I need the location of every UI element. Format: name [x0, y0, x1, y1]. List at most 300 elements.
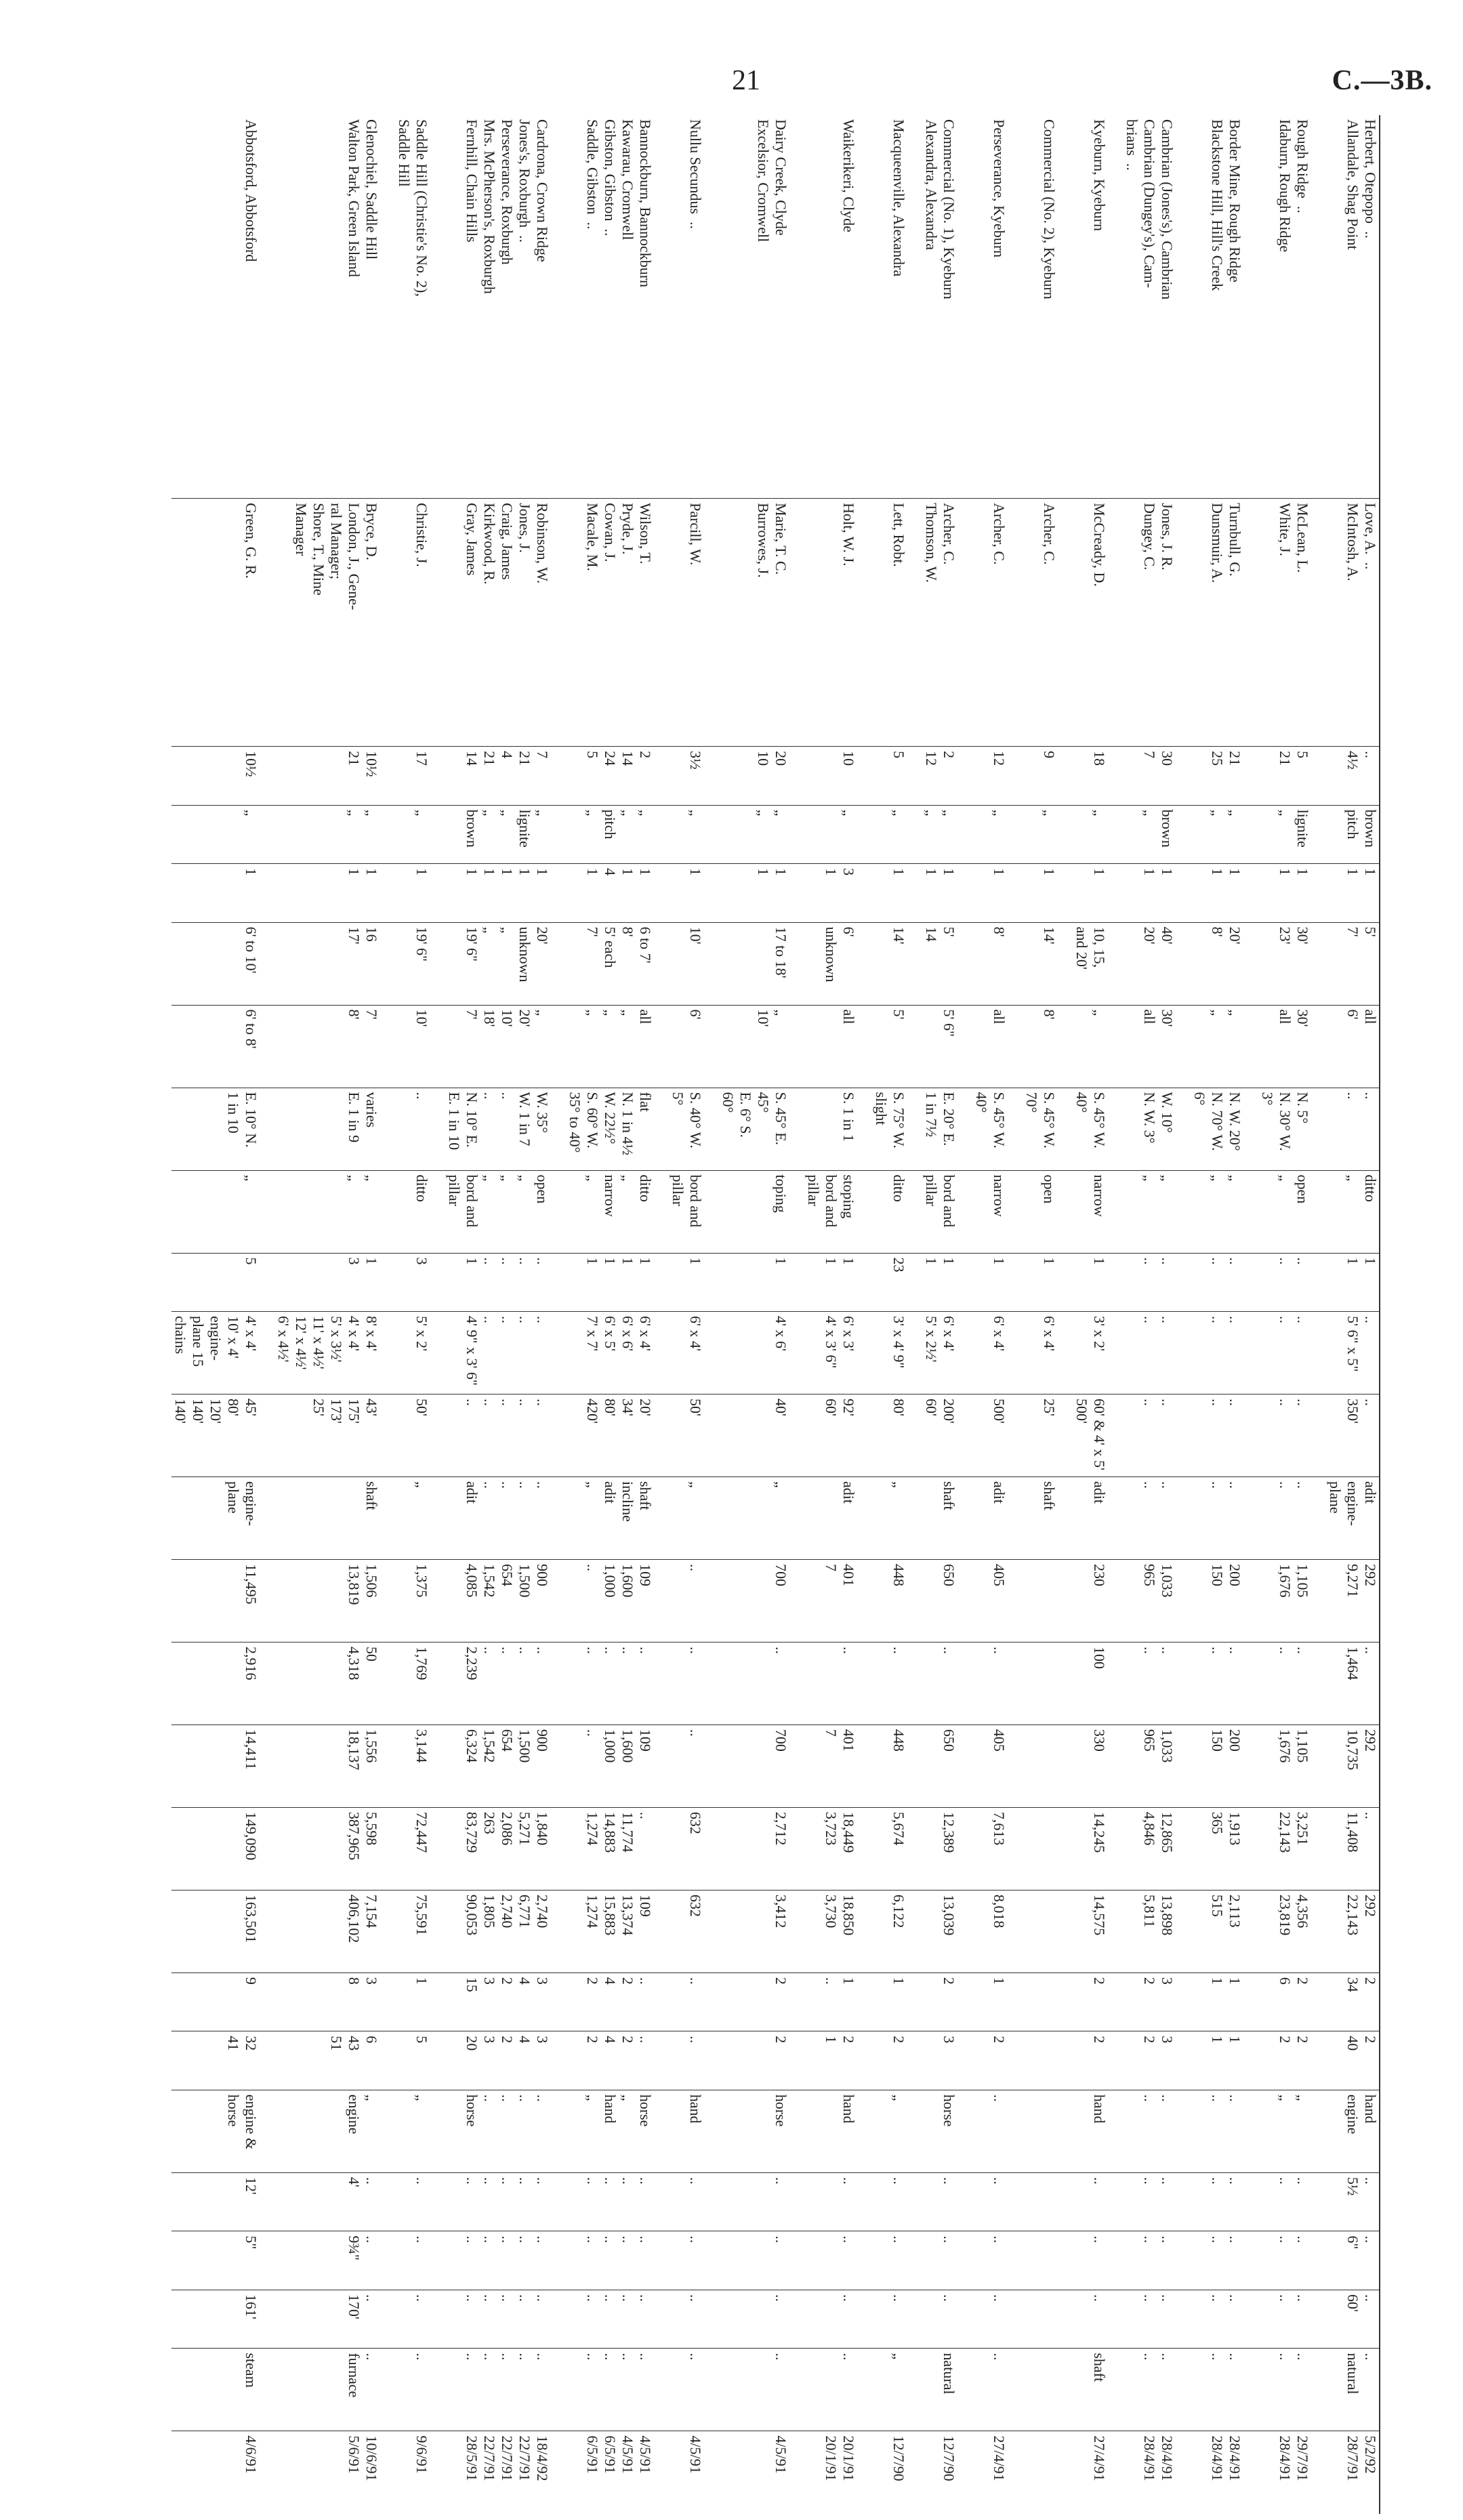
- cell-text: 200' 60': [923, 1398, 957, 1424]
- table-cell: [1023, 115, 1073, 499]
- cell-text: 40': [772, 1398, 789, 1416]
- cell-text: 12: [991, 751, 1008, 766]
- cell-text: „ „: [755, 809, 789, 817]
- table-cell: [669, 922, 719, 1005]
- cell-text: ..: [1091, 2176, 1108, 2185]
- cell-text: .. ..: [1209, 1646, 1243, 1654]
- table-cell: [922, 2290, 972, 2349]
- cell-text: „ „: [1277, 2094, 1311, 2101]
- table-cell: [274, 1724, 395, 1807]
- cell-text: ..: [890, 2294, 907, 2302]
- cell-text: brown „: [1141, 809, 1176, 848]
- cell-text: ..: [687, 2176, 704, 2185]
- cell-text: 2,712: [772, 1811, 789, 1846]
- cell-text: 10/6/91 5/6/91: [346, 2435, 380, 2481]
- cell-text: ..: [687, 1977, 704, 1985]
- table-row: [1073, 115, 1123, 2514]
- table-cell: [1258, 922, 1326, 1005]
- cell-text: 2: [772, 2036, 789, 2044]
- table-cell: [719, 1642, 804, 1724]
- cell-text: „: [687, 1481, 704, 1488]
- table-cell: [274, 805, 395, 864]
- table-cell: [1191, 805, 1258, 864]
- table-cell: [719, 1890, 804, 1972]
- cell-text: .. .. .. ..: [584, 2294, 654, 2302]
- table-cell: [972, 2349, 1023, 2431]
- cell-text: open „: [1277, 1174, 1311, 1204]
- cell-text: 2,740 6,771 2,740 1,805 90,053: [463, 1894, 551, 1936]
- table-cell: [1326, 499, 1380, 747]
- table-cell: [922, 1890, 972, 1972]
- table-cell: [1123, 1253, 1191, 1312]
- table-cell: [395, 1724, 445, 1807]
- cell-text: .. ..: [1141, 1257, 1176, 1265]
- table-cell: [1023, 1005, 1073, 1088]
- cell-text: 80': [890, 1398, 907, 1416]
- table-cell: [872, 1559, 922, 1642]
- cell-text: 14,411: [243, 1729, 260, 1770]
- table-cell: [1258, 1642, 1326, 1724]
- cell-text: .. ..: [1209, 1398, 1243, 1406]
- cell-text: .. ..: [1344, 1092, 1379, 1100]
- table-cell: [395, 1005, 445, 1088]
- table-cell: [1123, 1394, 1191, 1476]
- cell-text: 30' 23': [1277, 926, 1311, 945]
- cell-text: 1: [1041, 868, 1058, 876]
- table-cell: [1191, 747, 1258, 806]
- cell-text: 4' x 6': [772, 1316, 789, 1351]
- cell-text: narrow: [1091, 1174, 1108, 1217]
- table-cell: [1073, 1088, 1123, 1170]
- table-cell: [445, 2031, 566, 2090]
- cell-text: 1 1: [346, 868, 380, 876]
- table-cell: [804, 1972, 872, 2031]
- table-cell: [1258, 1394, 1326, 1476]
- table-cell: [1123, 115, 1191, 499]
- table-cell: [1326, 1312, 1380, 1395]
- table-cell: [445, 1253, 566, 1312]
- table-cell: [972, 115, 1023, 499]
- table-cell: [872, 1088, 922, 1170]
- cell-text: varies E. 1 in 9: [346, 1092, 380, 1143]
- cell-text: Marie, T. C. Burrowes, J.: [755, 503, 789, 578]
- cell-text: Nullu Secundus ..: [687, 119, 704, 229]
- table-cell: [872, 1170, 922, 1253]
- table-cell: [566, 1170, 669, 1253]
- cell-text: 3: [941, 2036, 957, 2044]
- table-cell: [1123, 2090, 1191, 2172]
- table-cell: [1258, 1972, 1326, 2031]
- table-cell: [972, 2231, 1023, 2290]
- cell-text: „: [243, 1174, 260, 1182]
- table-cell: [872, 2431, 922, 2514]
- cell-text: 2: [1091, 1977, 1108, 1985]
- table-cell: [1023, 1642, 1073, 1724]
- cell-text: 1,105 1,676: [1277, 1563, 1311, 1598]
- table-cell: [872, 1724, 922, 1807]
- cell-text: 3 4 2 3 20: [463, 2036, 551, 2051]
- table-cell: [1023, 1807, 1073, 1890]
- cell-text: .. 11,408: [1344, 1811, 1379, 1853]
- table-cell: [566, 2231, 669, 2290]
- table-cell: [1258, 2090, 1326, 2172]
- table-cell: [1191, 2172, 1258, 2231]
- cell-text: 2: [890, 2036, 907, 2044]
- table-cell: [1023, 1476, 1073, 1559]
- cell-text: ..: [1091, 2235, 1108, 2244]
- cell-text: .. ..: [1141, 1316, 1176, 1323]
- cell-text: 5' 7': [1344, 926, 1379, 937]
- cell-text: 2: [1091, 2036, 1108, 2044]
- table-cell: [922, 2431, 972, 2514]
- cell-text: natural: [941, 2353, 957, 2395]
- cell-text: ditto „ narrow „: [584, 1174, 654, 1217]
- table-row: [922, 115, 972, 2514]
- table-cell: [719, 2290, 804, 2349]
- cell-text: 1 ..: [823, 1977, 857, 1985]
- table-cell: [922, 1972, 972, 2031]
- table-cell: [972, 1559, 1023, 1642]
- cell-text: .. ..: [1141, 1646, 1176, 1654]
- table-cell: [1258, 2431, 1326, 2514]
- table-cell: [445, 864, 566, 923]
- table-cell: [972, 1724, 1023, 1807]
- cell-text: 700: [772, 1729, 789, 1752]
- cell-text: S. 45° W. 40°: [973, 1092, 1008, 1149]
- table-cell: [972, 499, 1023, 747]
- table-cell: [804, 864, 872, 923]
- cell-text: Love, A. .. McIntosh, A.: [1344, 503, 1379, 581]
- table-cell: [1326, 1890, 1380, 1972]
- table-cell: [171, 1972, 274, 2031]
- cell-text: ..: [687, 2235, 704, 2244]
- table-cell: [1073, 805, 1123, 864]
- cell-text: 3 1: [823, 868, 857, 876]
- table-cell: [445, 499, 566, 747]
- table-cell: [395, 499, 445, 747]
- cell-text: 40' 20': [1141, 926, 1176, 945]
- table-cell: [719, 499, 804, 747]
- cell-text: 8': [991, 926, 1008, 937]
- cell-text: Commercial (No. 2), Kyeburn: [1041, 119, 1058, 299]
- table-cell: [972, 1253, 1023, 1312]
- table-cell: [566, 1394, 669, 1476]
- cell-text: 3 2: [1141, 2036, 1176, 2044]
- cell-text: narrow: [991, 1174, 1008, 1217]
- table-cell: [1258, 864, 1326, 923]
- table-cell: [669, 2349, 719, 2431]
- table-cell: [1191, 1088, 1258, 1170]
- cell-text: 6' x 4': [1041, 1316, 1058, 1351]
- table-cell: [669, 115, 719, 499]
- table-cell: [171, 2231, 274, 2290]
- table-cell: [566, 1088, 669, 1170]
- table-cell: [1258, 1005, 1326, 1088]
- table-cell: [1191, 1253, 1258, 1312]
- table-cell: [669, 2231, 719, 2290]
- cell-text: 1 1: [755, 868, 789, 876]
- cell-text: 6,122: [890, 1894, 907, 1928]
- cell-text: .. ..: [1141, 2094, 1176, 2102]
- table-cell: [1326, 805, 1380, 864]
- cell-text: 401 7: [823, 1563, 857, 1586]
- cell-text: 18: [1091, 751, 1108, 766]
- table-cell: [395, 922, 445, 1005]
- table-cell: [1191, 1642, 1258, 1724]
- table-cell: [804, 1724, 872, 1807]
- table-row: [171, 115, 274, 2514]
- cell-text: Dairy Creek, Clyde Excelsior, Cromwell: [755, 119, 789, 243]
- table-cell: [669, 1724, 719, 1807]
- table-cell: [1258, 1807, 1326, 1890]
- cell-text: 900 1,500 654 1,542 6,324: [463, 1729, 551, 1763]
- cell-text: 5 21: [1277, 751, 1311, 766]
- cell-text: .. 6": [1344, 2235, 1379, 2250]
- cell-text: 1 1: [1209, 868, 1243, 876]
- cell-text: toping: [772, 1174, 789, 1213]
- table-cell: [1191, 2431, 1258, 2514]
- cell-text: ditto: [413, 1174, 430, 1202]
- cell-text: open: [1041, 1174, 1058, 1204]
- cell-text: 25': [1041, 1398, 1058, 1416]
- cell-text: 2: [941, 1977, 957, 1985]
- table-cell: [719, 2090, 804, 2172]
- table-cell: [804, 747, 872, 806]
- cell-text: Cardrona, Crown Ridge Jones's, Roxburgh .. Perseverance, Roxburgh Mrs. McPherson's, Roxburgh Fernhill, Chain Hills: [463, 119, 551, 294]
- cell-text: S. 45° W. 70°: [1023, 1092, 1058, 1149]
- cell-text: W. 35° W. 1 in 7 .. .. N. 10° E. E. 1 in 10: [446, 1092, 551, 1151]
- cell-text: 1: [413, 868, 430, 876]
- table-cell: [1191, 1170, 1258, 1253]
- table-cell: [445, 805, 566, 864]
- cell-text: 28/4/91 28/4/91: [1209, 2435, 1243, 2481]
- cell-text: 21 25: [1209, 751, 1243, 766]
- cell-text: 2 2: [1277, 2036, 1311, 2044]
- cell-text: 1 1 1 1: [584, 1257, 654, 1265]
- cell-text: 1 1: [1209, 2036, 1243, 2044]
- table-cell: [171, 1312, 274, 1395]
- table-cell: [1123, 747, 1191, 806]
- table-cell: [1123, 1807, 1191, 1890]
- table-cell: [872, 2349, 922, 2431]
- cell-text: 20 10: [755, 751, 789, 766]
- cell-text: .. ..: [1141, 2294, 1176, 2302]
- table-cell: [395, 1394, 445, 1476]
- table-cell: [395, 747, 445, 806]
- table-cell: [719, 2031, 804, 2090]
- table-cell: [171, 2172, 274, 2231]
- cell-text: 10': [413, 1009, 430, 1027]
- cell-text: 405: [991, 1563, 1008, 1586]
- cell-text: .. 4½: [1344, 751, 1379, 770]
- table-cell: [972, 1312, 1023, 1395]
- table-cell: [445, 1170, 566, 1253]
- table-cell: [872, 2231, 922, 2290]
- cell-text: 4/5/91 4/5/91 6/5/91 6/5/91: [584, 2435, 654, 2474]
- table-cell: [719, 1807, 804, 1890]
- cell-text: ..: [840, 2235, 857, 2244]
- table-cell: [669, 2431, 719, 2514]
- cell-text: 10': [687, 926, 704, 945]
- table-cell: [1123, 2349, 1191, 2431]
- cell-text: .. 60': [1344, 2294, 1379, 2312]
- table-cell: [274, 1394, 395, 1476]
- table-cell: [274, 115, 395, 499]
- cell-text: Herbert, Otepopo .. Allandale, Shag Point: [1344, 119, 1379, 250]
- cell-text: 12,865 4,846: [1141, 1811, 1176, 1853]
- cell-text: 30 7: [1141, 751, 1176, 766]
- cell-text: Holt, W. J.: [840, 503, 857, 566]
- cell-text: 7,154 406,102: [346, 1894, 380, 1943]
- table-cell: [1023, 1394, 1073, 1476]
- table-cell: [872, 922, 922, 1005]
- cell-text: 2 40: [1344, 2036, 1379, 2051]
- table-cell: [566, 1807, 669, 1890]
- table-cell: [171, 1394, 274, 1476]
- cell-text: 30' all: [1141, 1009, 1176, 1027]
- table-cell: [566, 1312, 669, 1395]
- cell-text: .. ..: [1277, 1481, 1311, 1489]
- table-cell: [1023, 864, 1073, 923]
- table-cell: [1123, 1005, 1191, 1088]
- table-cell: [669, 499, 719, 747]
- cell-text: „ „: [1141, 1174, 1176, 1182]
- table-cell: [922, 1724, 972, 1807]
- cell-text: 5/2/92 28/7/91: [1344, 2435, 1379, 2481]
- table-cell: [171, 499, 274, 747]
- table-cell: [872, 747, 922, 806]
- cell-text: „ engine: [346, 2094, 380, 2134]
- cell-text: 448: [890, 1729, 907, 1752]
- table-row: [669, 115, 719, 2514]
- cell-text: .. ..: [1141, 2235, 1176, 2244]
- table-cell: [274, 1642, 395, 1724]
- cell-text: „: [890, 809, 907, 817]
- cell-text: E. 10° N. 1 in 10: [225, 1092, 260, 1148]
- table-cell: [1073, 499, 1123, 747]
- cell-text: Perseverance, Kyeburn: [991, 119, 1008, 258]
- cell-text: 163,501: [243, 1894, 260, 1943]
- cell-text: Jones, J. R. Dungey, C.: [1141, 503, 1176, 571]
- table-cell: [972, 805, 1023, 864]
- table-cell: [566, 1890, 669, 1972]
- cell-text: 45' 80' 120' 140' 140': [172, 1398, 260, 1424]
- cell-text: „: [840, 809, 857, 817]
- table-cell: [719, 115, 804, 499]
- table-cell: [395, 2431, 445, 2514]
- table-cell: [445, 1088, 566, 1170]
- table-cell: [922, 1642, 972, 1724]
- cell-text: „: [243, 809, 260, 817]
- table-cell: [1191, 1724, 1258, 1807]
- table-cell: [1073, 2349, 1123, 2431]
- cell-text: .. 170': [346, 2294, 380, 2319]
- table-cell: [1258, 1312, 1326, 1395]
- cell-text: 1 1: [1209, 1977, 1243, 1985]
- table-cell: [395, 1170, 445, 1253]
- cell-text: 200 150: [1209, 1563, 1243, 1586]
- table-cell: [972, 922, 1023, 1005]
- cell-text: .. .. .. ..: [584, 2235, 654, 2244]
- table-cell: [872, 805, 922, 864]
- cell-text: ..: [840, 2353, 857, 2361]
- cell-text: 1,375: [413, 1563, 430, 1598]
- cell-text: .. ..: [1141, 2176, 1176, 2185]
- cell-text: adit: [991, 1481, 1008, 1504]
- table-cell: [719, 1170, 804, 1253]
- table-cell: [1073, 1724, 1123, 1807]
- cell-text: Saddle Hill (Christie's No. 2), Saddle Hill: [396, 119, 430, 297]
- cell-text: 6' unknown: [823, 926, 857, 983]
- table-cell: [872, 1394, 922, 1476]
- table-cell: [922, 1394, 972, 1476]
- cell-text: 14,245: [1091, 1811, 1108, 1853]
- table-cell: [1326, 2172, 1380, 2231]
- cell-text: .. 9¾": [346, 2235, 380, 2260]
- cell-text: adit: [840, 1481, 857, 1504]
- table-cell: [274, 1807, 395, 1890]
- table-cell: [274, 864, 395, 923]
- cell-text: .. .. .. .. ..: [463, 2294, 551, 2302]
- table-cell: [669, 1005, 719, 1088]
- cell-text: ..: [991, 2094, 1008, 2102]
- cell-text: 2 14 24 5: [584, 751, 654, 766]
- table-cell: [719, 2231, 804, 2290]
- table-cell: [445, 2431, 566, 2514]
- cell-text: .. natural: [1344, 2353, 1379, 2395]
- table-cell: [395, 1312, 445, 1395]
- cell-text: .. ..: [1209, 1316, 1243, 1323]
- table-cell: [804, 2231, 872, 2290]
- table-cell: [1073, 1394, 1123, 1476]
- table-cell: [1023, 922, 1073, 1005]
- table-cell: [395, 2231, 445, 2290]
- cell-text: 5,674: [890, 1811, 907, 1846]
- cell-text: 30' all: [1277, 1009, 1311, 1027]
- table-cell: [274, 1005, 395, 1088]
- table-cell: [922, 1088, 972, 1170]
- cell-text: 12': [243, 2176, 260, 2195]
- cell-text: adit: [1091, 1481, 1108, 1504]
- cell-text: bord and pillar: [923, 1174, 957, 1228]
- cell-text: ditto: [890, 1174, 907, 1202]
- cell-text: 50': [687, 1398, 704, 1416]
- table-cell: [1326, 1088, 1380, 1170]
- table-cell: [872, 115, 922, 499]
- cell-text: W. 10° N. W. 3°: [1141, 1092, 1176, 1144]
- cell-text: .. 5½: [1344, 2176, 1379, 2196]
- cell-text: .. .. .. .. adit: [463, 1481, 551, 1504]
- table-cell: [1191, 1394, 1258, 1476]
- table-cell: [1023, 1559, 1073, 1642]
- cell-text: 1 1: [1277, 868, 1311, 876]
- cell-text: .. ..: [1141, 1398, 1176, 1406]
- cell-text: 632: [687, 1811, 704, 1834]
- cell-text: steam: [243, 2353, 260, 2388]
- table-cell: [1073, 2090, 1123, 2172]
- cell-text: ..: [687, 2353, 704, 2361]
- cell-text: .. .. .. .. ..: [463, 1398, 551, 1406]
- table-cell: [1191, 1890, 1258, 1972]
- rotated-table-container: [161, 115, 1380, 2514]
- cell-text: 9: [243, 1977, 260, 1985]
- table-cell: [395, 2031, 445, 2090]
- cell-text: 2 1: [823, 2036, 857, 2044]
- cell-text: ..: [772, 2176, 789, 2185]
- table-cell: [274, 1972, 395, 2031]
- table-cell: [445, 1559, 566, 1642]
- cell-text: 5': [890, 1009, 907, 1020]
